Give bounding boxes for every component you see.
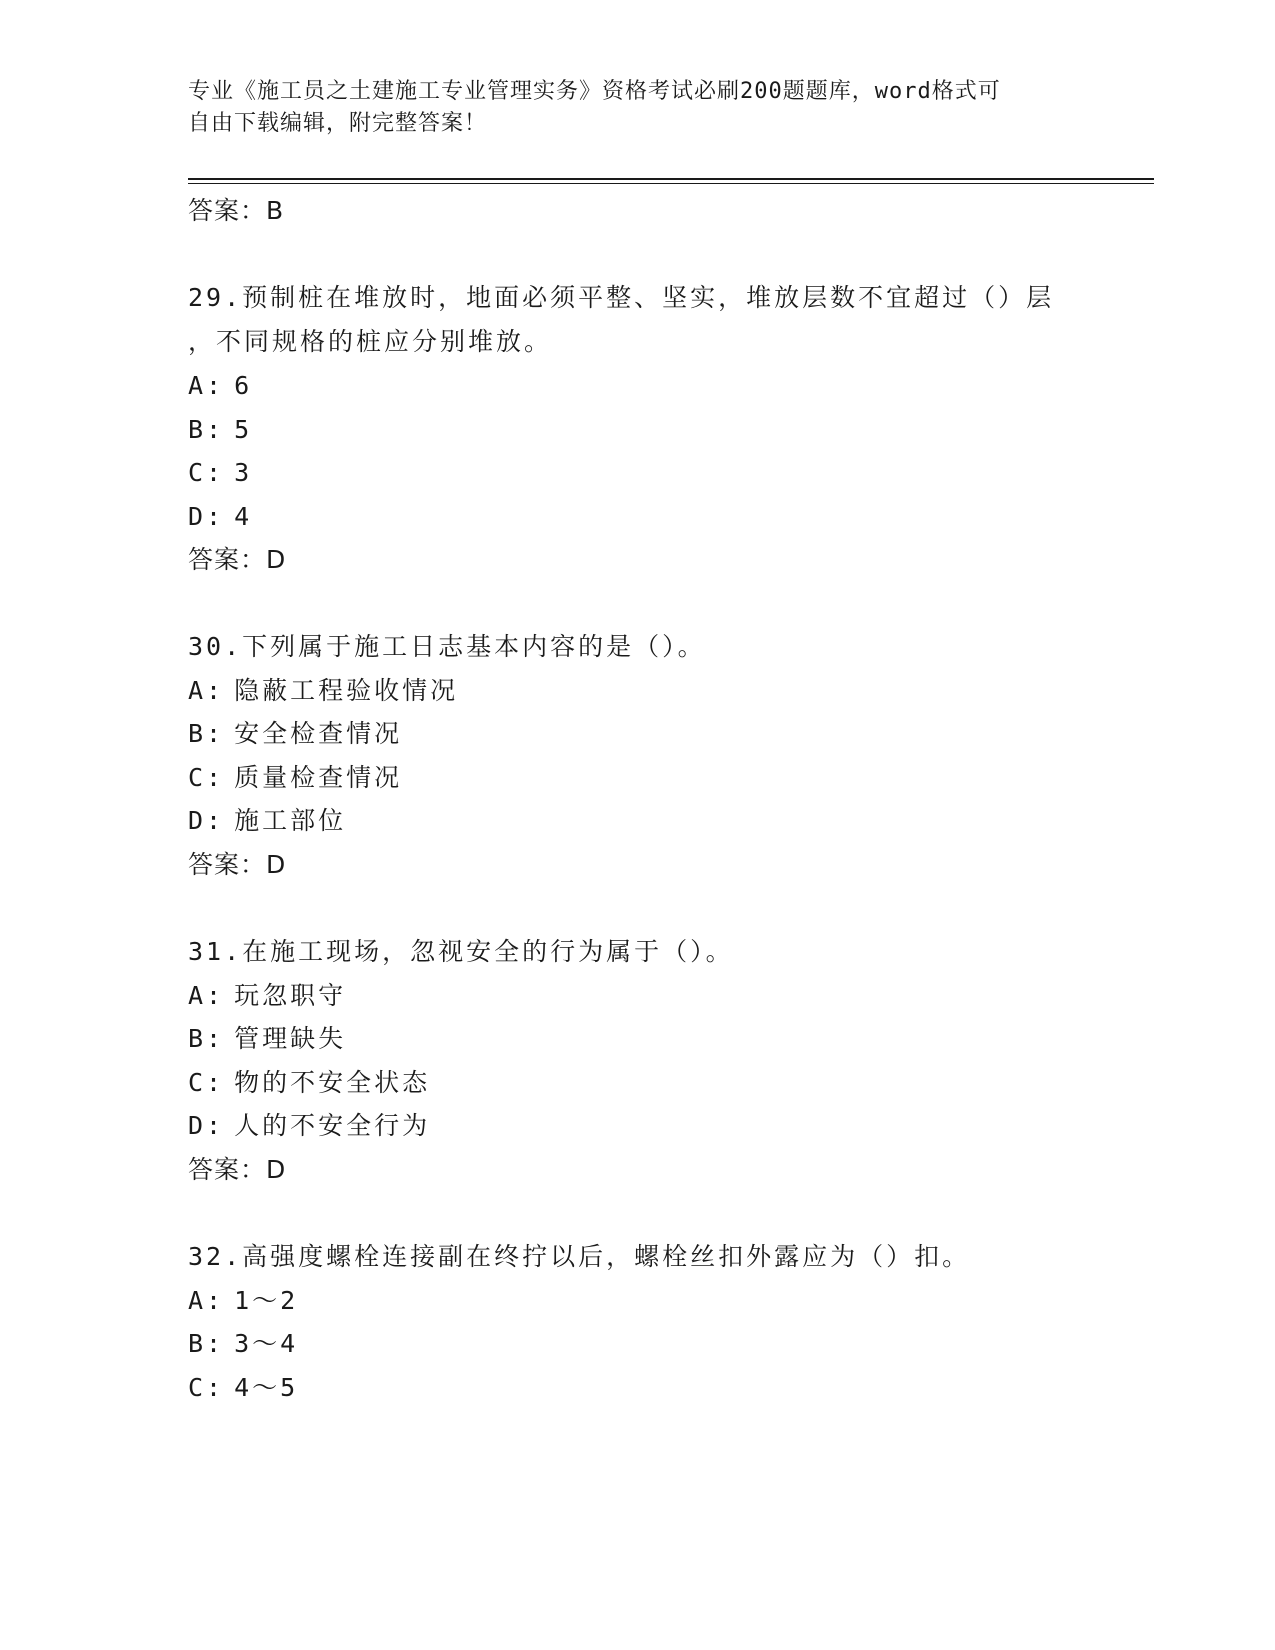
option-letter: C: [188, 1068, 225, 1097]
option-text: 人的不安全行为 [234, 1111, 431, 1140]
option-text: 5 [234, 415, 253, 444]
option-letter: B: [188, 719, 225, 748]
option-letter: A: [188, 371, 225, 400]
option-text: 4 [234, 502, 253, 531]
option-text: 3 [234, 458, 253, 487]
option-letter: B: [188, 1024, 225, 1053]
option-text: 3～4 [234, 1329, 299, 1358]
question-32-option-b [188, 1328, 298, 1360]
question-29-option-c [188, 457, 252, 489]
option-letter: A: [188, 1286, 225, 1315]
question-31-option-d [188, 1110, 430, 1142]
option-text: 玩忽职守 [234, 981, 347, 1010]
option-text: 管理缺失 [234, 1024, 347, 1053]
question-29-stem-line-2: ，不同规格的桩应分别堆放。 [188, 327, 553, 356]
question-29-option-a [188, 370, 252, 402]
question-30-option-c [188, 762, 402, 794]
question-32-stem: 32.高强度螺栓连接副在终拧以后，螺栓丝扣外露应为（）扣。 [188, 1242, 971, 1271]
header-divider-thin [188, 183, 1154, 184]
option-letter: C: [188, 1373, 225, 1402]
option-letter: A: [188, 676, 225, 705]
header-line-1: 专业《施工员之土建施工专业管理实务》资格考试必刷200题题库，word格式可 [188, 79, 1001, 104]
option-letter: C: [188, 458, 225, 487]
option-letter: A: [188, 981, 225, 1010]
option-letter: B: [188, 1329, 225, 1358]
question-31-option-b [188, 1023, 346, 1055]
question-30-option-d [188, 805, 346, 837]
document-header [188, 76, 1088, 140]
option-text: 安全检查情况 [234, 719, 403, 748]
question-29-stem-line-1: 29.预制桩在堆放时，地面必须平整、坚实，堆放层数不宜超过（）层 [188, 283, 1055, 312]
header-divider-thick [188, 178, 1154, 180]
header-line-2: 自由下载编辑，附完整答案！ [188, 111, 488, 136]
question-29-option-b [188, 414, 252, 446]
question-32-option-a [188, 1285, 298, 1317]
question-29-option-d [188, 501, 252, 533]
option-text: 1～2 [234, 1286, 299, 1315]
question-31-option-c [188, 1067, 430, 1099]
question-31-option-a [188, 980, 346, 1012]
question-30-option-b [188, 718, 402, 750]
question-30-answer: 答案：D [188, 850, 287, 879]
option-text: 6 [234, 371, 253, 400]
question-30-option-a [188, 675, 458, 707]
question-29-answer: 答案：D [188, 545, 287, 574]
question-31-stem: 31.在施工现场，忽视安全的行为属于（）。 [188, 937, 734, 966]
option-letter: D: [188, 502, 225, 531]
option-letter: C: [188, 763, 225, 792]
question-30-stem: 30.下列属于施工日志基本内容的是（）。 [188, 632, 706, 661]
option-text: 物的不安全状态 [234, 1068, 431, 1097]
option-text: 施工部位 [234, 806, 347, 835]
question-31-answer: 答案：D [188, 1155, 287, 1184]
option-text: 隐蔽工程验收情况 [234, 676, 459, 705]
question-32-option-c [188, 1372, 298, 1404]
option-letter: D: [188, 1111, 225, 1140]
option-text: 4～5 [234, 1373, 299, 1402]
option-letter: B: [188, 415, 225, 444]
option-text: 质量检查情况 [234, 763, 403, 792]
option-letter: D: [188, 806, 225, 835]
previous-answer: 答案：B [188, 196, 285, 225]
